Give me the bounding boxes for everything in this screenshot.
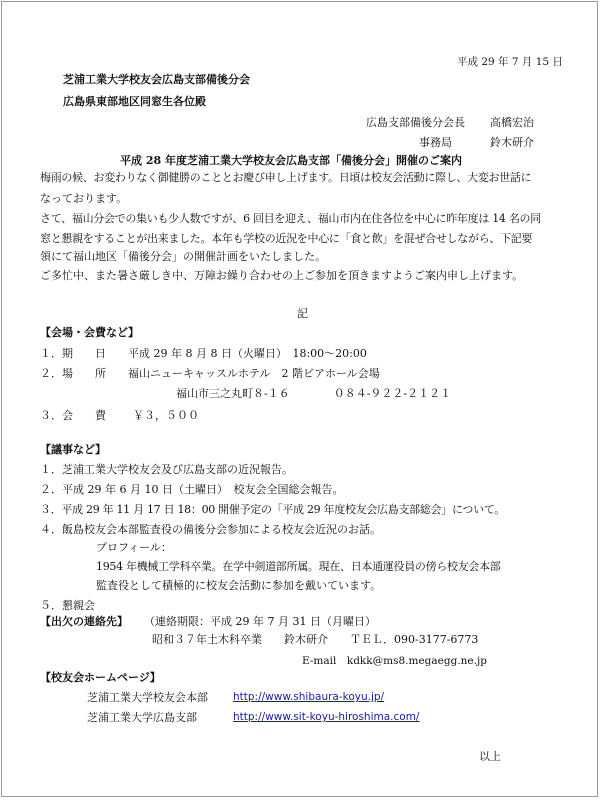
agenda-item-1: １．芝浦工業大学校友会及び広島支部の近況報告。 — [40, 463, 293, 476]
sender-role-1: 広島支部備後分会長 — [366, 116, 465, 129]
venue-place-label: ２．場 所 — [40, 367, 106, 380]
venue-date-label: １．期 日 — [40, 347, 106, 360]
profile-line-2: 監査役として積極的に校友会活動に参加を戴いています。 — [96, 579, 382, 592]
recipient-line-1: 芝浦工業大学校友会広島支部備後分会 — [63, 73, 250, 86]
venue-date-value: 平成 29 年 8 月 8 日（火曜日） 18:00～20:00 — [128, 347, 367, 360]
venue-fee-value: ￥３，５００ — [133, 409, 199, 422]
venue-place-value: 福山ニューキャッスルホテル 2 階ビアホール会場 — [128, 367, 380, 380]
ki-label: 記 — [297, 307, 308, 320]
date: 平成 29 年 7 月 15 日 — [457, 56, 563, 68]
sender-role-2: 事務局 — [419, 136, 452, 149]
body-line-4: 窓と懇親をすることが出来ました。本年も学校の近況を中心に「食と飲」を混ぜ合せしながら、下記要 — [40, 232, 533, 245]
contact-deadline: （連絡期限：平成 29 年 7 月 31 日（月曜日） — [144, 615, 376, 628]
profile-label: プロフィール： — [96, 541, 172, 554]
venue-header: 【会場・会費など】 — [40, 326, 139, 339]
contact-person: 昭和３７年土木科卒業 鈴木研介 ＴＥＬ．090-3177-6773 — [152, 633, 479, 646]
agenda-item-2: ２．平成 29 年 6 月 10 日（土曜日） 校友会全国総会報告。 — [40, 483, 344, 496]
recipient-line-2: 広島県東部地区同窓生各位殿 — [63, 95, 206, 108]
body-line-5: 領にて福山地区「備後分会」の開催計画をいたしました。 — [40, 250, 326, 263]
venue-address: 福山市三之丸町８-１６ ０８４-９２２-２１２１ — [176, 387, 452, 400]
agenda-item-4: ４．飯島校友会本部監査役の備後分会参加による校友会近況のお話。 — [40, 523, 381, 536]
agenda-header: 【議事など】 — [40, 443, 106, 456]
page-title: 平成 28 年度芝浦工業大学校友会広島支部「備後分会」開催のご案内 — [120, 154, 462, 167]
sender-name-1: 高橋宏治 — [490, 116, 534, 129]
contact-email: E-mail kdkk@ms8.megaegg.ne.jp — [302, 655, 487, 667]
body-line-3: さて、福山分会での集いも少人数ですが、6 回目を迎え、福山市内在住各位を中心に昨年度は 14 名の同 — [40, 212, 541, 225]
homepage-label-1: 芝浦工業大学校友会本部 — [87, 691, 208, 704]
body-line-6: ご多忙中、また暑さ厳しき中、万障お繰り合わせの上ご参加を頂きますようご案内申し上げます。 — [40, 269, 524, 282]
body-line-2: なっております。 — [40, 192, 128, 205]
homepage-header: 【校友会ホームページ】 — [40, 671, 161, 684]
homepage-link-1[interactable]: http://www.shibaura-koyu.jp/ — [233, 691, 385, 703]
sender-name-2: 鈴木研介 — [490, 136, 534, 149]
homepage-label-2: 芝浦工業大学広島支部 — [87, 711, 197, 724]
agenda-item-3: ３．平成 29 年 11 月 17 日 18：00 開催予定の「平成 29 年度校友会広島支部総会」について。 — [40, 503, 506, 516]
profile-line-1: 1954 年機械工学科卒業。在学中剣道部所属。現在、日本通運役員の傍ら校友会本部 — [96, 560, 501, 573]
closing: 以上 — [479, 750, 501, 763]
agenda-item-5: ５．懇親会 — [40, 599, 95, 612]
body-line-1: 梅雨の候、お変わりなく御健勝のこととお慶び申し上げます。日頃は校友会活動に際し、大変お世話に — [40, 171, 532, 184]
homepage-link-2[interactable]: http://www.sit-koyu-hiroshima.com/ — [233, 711, 420, 723]
contact-header: 【出欠の連絡先】 — [40, 615, 128, 628]
venue-fee-label: ３．会 費 — [40, 409, 106, 422]
